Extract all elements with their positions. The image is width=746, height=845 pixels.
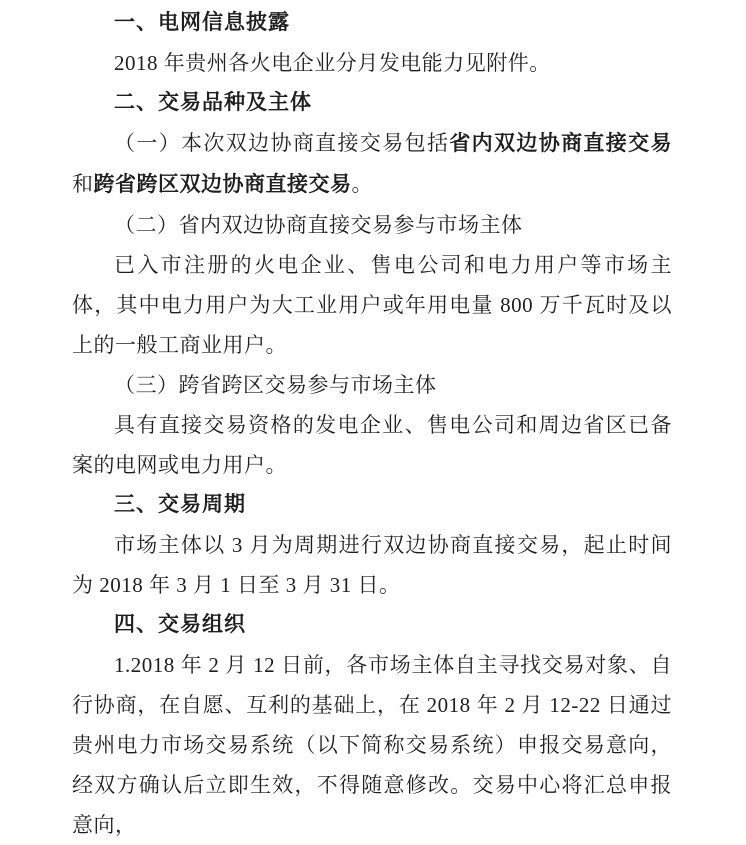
section-heading	[72, 485, 672, 525]
bold-text-run: 三、交易周期	[114, 493, 246, 516]
bold-text-run: 省内双边协商直接交易	[449, 132, 672, 155]
text-run: （一）本次双边协商直接交易包括	[114, 131, 450, 155]
paragraph	[72, 43, 672, 83]
paragraph	[72, 525, 672, 605]
bold-text-run: 一、电网信息披露	[114, 11, 290, 34]
text-run: 。	[351, 172, 373, 196]
section-heading	[72, 605, 672, 645]
section-heading	[72, 83, 672, 123]
text-run: 1.2018 年 2 月 12 日前，各市场主体自主寻找交易对象、自行协商，在自愿、互利的基础上，在 2018 年 2 月 12-22 日通过贵州电力市场交易系统（以下简称交易系统）申报交易意向，经双方确认后立即生效，不得随意修改。交易中心将汇总申报意向，	[72, 653, 672, 837]
bold-text-run: 四、交易组织	[114, 613, 246, 636]
paragraph	[72, 245, 672, 365]
text-run: 市场主体以 3 月为周期进行双边协商直接交易，起止时间为 2018 年 3 月 1 日至 3 月 31 日。	[72, 533, 672, 597]
paragraph	[72, 365, 672, 405]
text-run: 具有直接交易资格的发电企业、售电公司和周边省区已备案的电网或电力用户。	[72, 413, 672, 477]
text-run: （三）跨省跨区交易参与市场主体	[114, 373, 437, 397]
bold-text-run: 二、交易品种及主体	[114, 91, 312, 114]
paragraph	[72, 645, 672, 845]
paragraph	[72, 123, 672, 205]
text-run: 2018 年贵州各火电企业分月发电能力见附件。	[114, 51, 551, 75]
paragraph	[72, 205, 672, 245]
text-run: （二）省内双边协商直接交易参与市场主体	[114, 213, 523, 237]
section-heading	[72, 3, 672, 43]
text-run: 已入市注册的火电企业、售电公司和电力用户等市场主体，其中电力用户为大工业用户或年用电量 800 万千瓦时及以上的一般工商业用户。	[72, 253, 672, 357]
bold-text-run: 跨省跨区双边协商直接交易	[93, 173, 352, 196]
paragraph	[72, 405, 672, 485]
text-run: 和	[72, 172, 94, 196]
